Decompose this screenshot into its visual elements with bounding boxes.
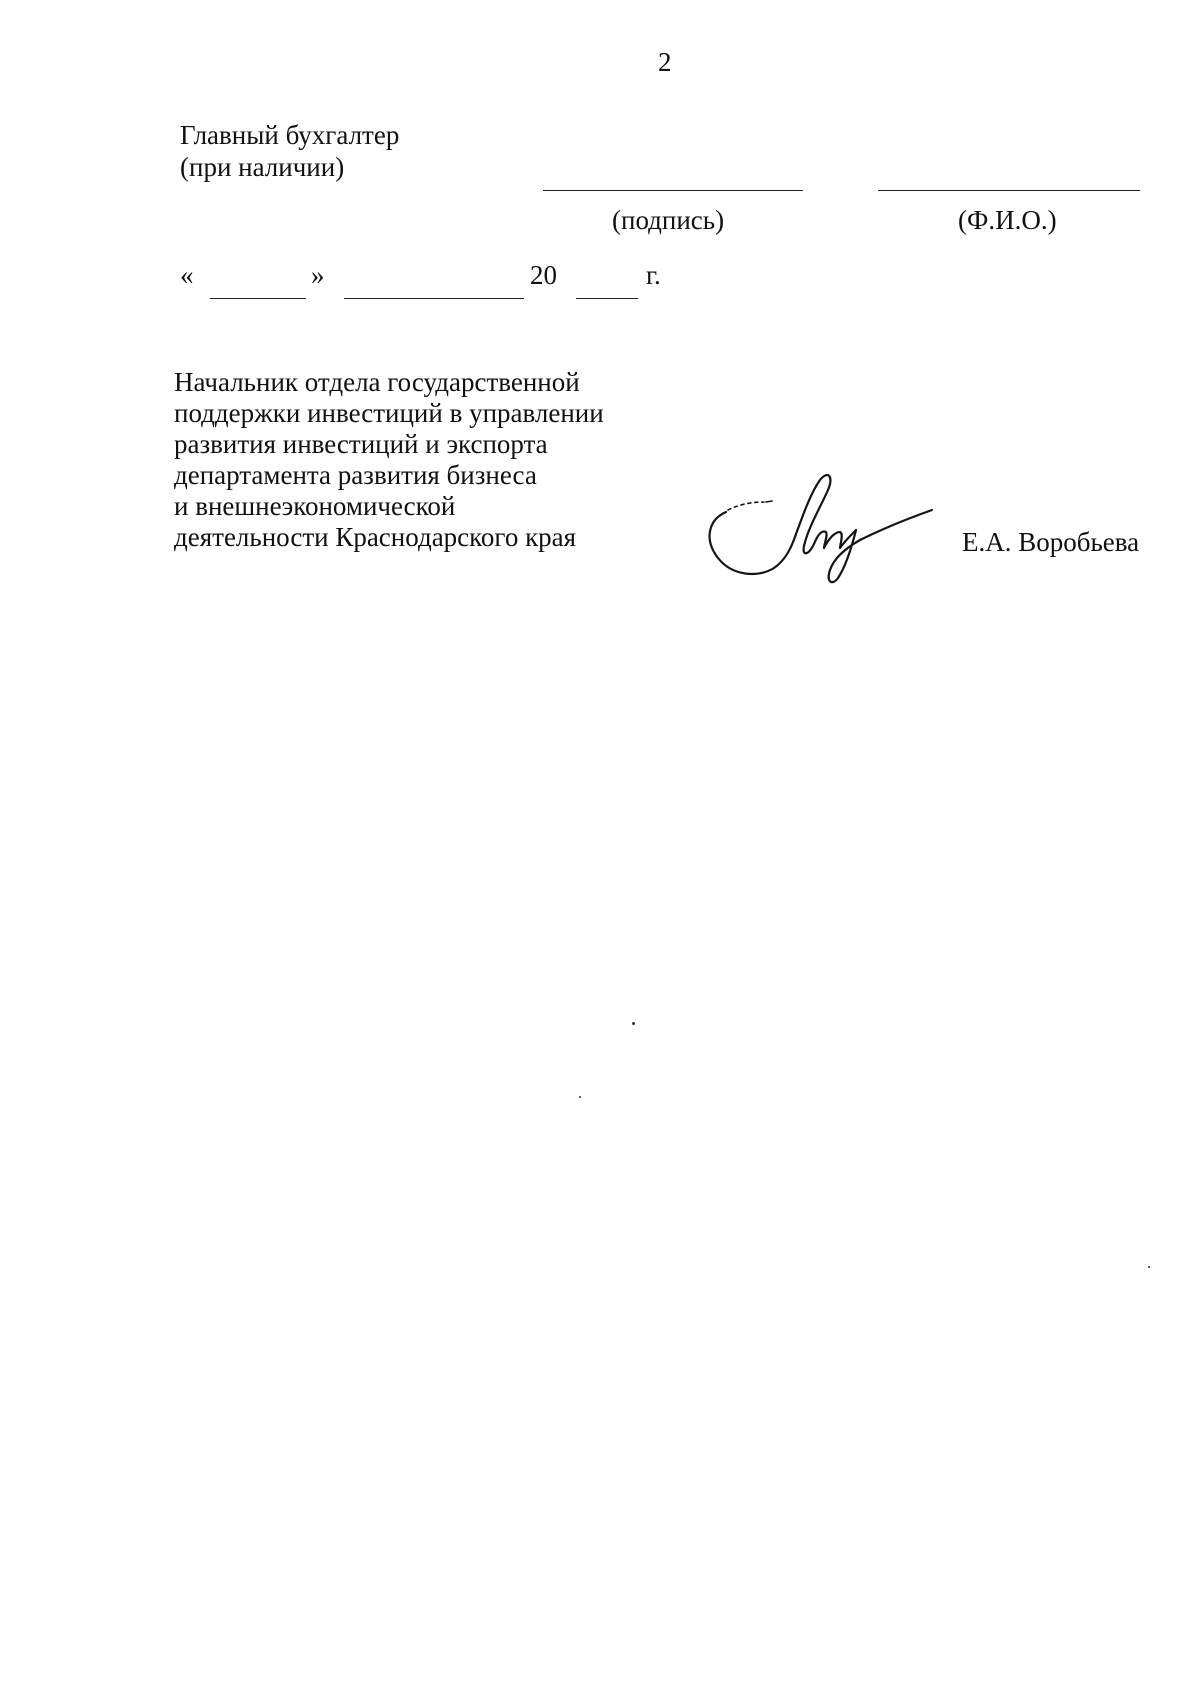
position-line: развития инвестиций и экспорта <box>174 429 548 459</box>
signatory-name: Е.А. Воробьева <box>962 527 1140 557</box>
page-number: 2 <box>658 47 672 77</box>
date-year-suffix: г. <box>646 260 661 290</box>
date-century: 20 <box>530 260 557 290</box>
date-month-line <box>344 298 524 299</box>
date-day-line <box>210 298 306 299</box>
position-line: департамента развития бизнеса <box>174 460 537 490</box>
scan-speck <box>1148 1266 1150 1268</box>
position-line: деятельности Краснодарского края <box>174 522 577 552</box>
position-line: поддержки инвестиций в управлении <box>174 398 604 428</box>
date-close-quote: » <box>311 260 325 290</box>
name-caption: (Ф.И.О.) <box>958 205 1057 235</box>
position-line: и внешнеэкономической <box>174 491 456 521</box>
accountant-title-note: (при наличии) <box>180 152 345 182</box>
date-open-quote: « <box>180 260 194 290</box>
signatory-position <box>174 367 604 553</box>
accountant-title: Главный бухгалтер <box>180 120 400 150</box>
scan-speck <box>632 1022 635 1025</box>
name-line <box>878 190 1140 191</box>
scan-speck <box>579 1096 581 1098</box>
date-year-line <box>576 298 638 299</box>
signature-line <box>543 190 803 191</box>
handwritten-signature <box>700 470 940 590</box>
position-line: Начальник отдела государственной <box>174 367 580 397</box>
signature-caption: (подпись) <box>612 205 725 235</box>
